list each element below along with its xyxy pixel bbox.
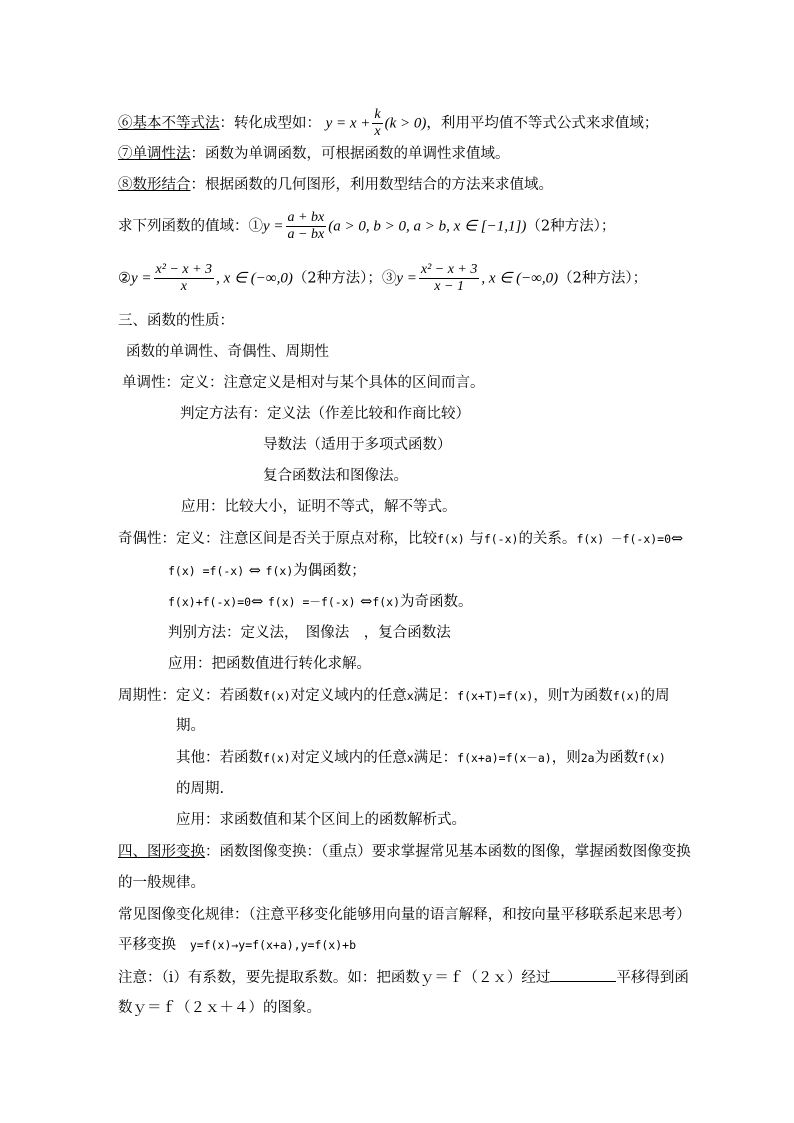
fraction-denominator: x − 1 <box>434 279 464 294</box>
periodicity-other-cont: 的周期. <box>176 781 225 797</box>
section-4-text: ：函数图像变换：（重点）要求掌握常见基本函数的图像，掌握函数图像变换 <box>205 844 691 860</box>
math-run: f(x) <box>437 532 465 546</box>
periodicity-definition-cont: 期。 <box>176 718 205 734</box>
fraction-1 <box>286 210 327 243</box>
fraction-numerator: k <box>374 107 381 122</box>
method-count: （2种方法）； <box>526 218 616 235</box>
math-run: f(x) =f(-x) <box>168 564 245 578</box>
method-6-line <box>118 107 658 140</box>
text-run: 注意：（ⅰ）有系数，要先提取系数。如：把函数ｙ＝ｆ（２ｘ）经过 <box>118 970 551 986</box>
monotonicity-methods: 判定方法有：定义法（作差比较和作商比较） <box>180 406 470 422</box>
math-run: f(x) <box>638 751 666 765</box>
fraction-numerator: x² − x + 3 <box>420 262 478 277</box>
odd-function-condition <box>168 592 473 612</box>
math-run: f(x+a)=f(x－a) <box>457 751 552 765</box>
method-count: （2种方法）；③ <box>292 270 397 287</box>
monotonicity-derivative: 导数法（适用于多项式函数） <box>263 437 452 453</box>
fraction-numerator: a + bx <box>287 210 325 225</box>
fraction-denominator: a − bx <box>287 227 325 242</box>
math-run: x <box>406 751 414 765</box>
formula-condition: (a > 0, b > 0, a > b, x ∈ [−1,1]) <box>328 218 527 235</box>
math-run: f(x) <box>265 564 294 578</box>
parity-application: 应用：把函数值进行转化求解。 <box>168 656 371 672</box>
formula-condition: , x ∈ (−∞,0) <box>216 270 293 287</box>
transform-rules: 常见图像变化规律：（注意平移变化能够用向量的语言解释，和按向量平移联系起来思考） <box>118 907 691 923</box>
text-run: 平移得到函 <box>616 970 689 986</box>
parity-judgement: 判别方法：定义法， 图像法 ，复合函数法 <box>168 625 451 641</box>
math-run: f(x) =－f(-x) <box>267 595 356 609</box>
method-count: （2种方法）； <box>558 270 648 287</box>
note-line <box>118 967 689 988</box>
math-run: f(x) <box>263 689 291 703</box>
math-run: f(-x) <box>483 532 519 546</box>
text-run: 为偶函数； <box>293 563 366 579</box>
text-run: 其他：若函数 <box>176 750 263 766</box>
formula-condition: (k > 0) <box>384 115 427 132</box>
math-run: x <box>406 689 414 703</box>
text-run: ，则 <box>551 750 581 766</box>
method-7-line <box>118 144 510 164</box>
text-run: 为函数 <box>594 750 639 766</box>
math-run: f(x) <box>372 595 400 609</box>
monotonicity-composite: 复合函数法和图像法。 <box>263 468 408 484</box>
method-6-intro: ：转化成型如： <box>219 115 321 132</box>
answer-blank <box>550 967 616 982</box>
formula-part: y = <box>131 270 152 287</box>
translation-transform <box>118 935 356 955</box>
section-4-cont: 的一般规律。 <box>118 875 205 891</box>
text-run: 与 <box>469 531 484 547</box>
fraction-numerator: x² − x + 3 <box>155 262 213 277</box>
iff-symbol: ⇔ <box>360 594 373 610</box>
formula-part: y = <box>263 218 284 235</box>
text-run: 平移变换 <box>118 937 176 953</box>
math-run: T <box>562 689 570 703</box>
section-4-heading <box>118 842 691 862</box>
even-function-condition <box>168 561 366 581</box>
note-line-cont: 数ｙ＝ｆ（２ｘ＋４）的图象。 <box>118 1000 321 1016</box>
method-7-label: ⑦单调性法 <box>118 146 191 162</box>
iff-symbol: ⇔ <box>671 531 684 547</box>
formula-condition: , x ∈ (−∞,0) <box>481 270 559 287</box>
math-run: f(x+T)=f(x) <box>457 689 534 703</box>
section-3-heading: 三、函数的性质： <box>118 313 234 329</box>
text-run: 对定义域内的任意 <box>290 688 407 704</box>
math-run: f(x)+f(-x)=0 <box>168 595 252 609</box>
exercise-2-marker: ② <box>118 270 131 287</box>
fraction-2 <box>154 262 215 295</box>
fraction-3 <box>419 262 480 295</box>
method-8-label: ⑧数形结合 <box>118 177 191 193</box>
text-run: 为函数 <box>569 688 613 704</box>
periodicity-definition <box>118 686 669 706</box>
fraction-k-over-x <box>372 107 382 140</box>
text-run: 的周 <box>640 688 670 704</box>
text-run: 对定义域内的任意 <box>290 750 407 766</box>
method-8-line <box>118 175 553 195</box>
monotonicity-application: 应用：比较大小，证明不等式，解不等式。 <box>181 499 457 515</box>
text-run: 满足： <box>413 750 458 766</box>
method-7-desc: ：函数为单调函数，可根据函数的单调性求值域。 <box>190 146 510 162</box>
properties-subtitle: 函数的单调性、奇偶性、周期性 <box>126 344 329 360</box>
method-6-desc: ，利用平均值不等式公式来求值域； <box>426 115 659 132</box>
monotonicity-definition: 单调性：定义：注意定义是相对与某个具体的区间而言。 <box>122 375 485 391</box>
formula-part: y = <box>396 270 417 287</box>
formula-part: y = x + <box>325 115 371 132</box>
text-run: 为奇函数。 <box>400 594 473 610</box>
fraction-denominator: x <box>374 124 381 139</box>
math-run: f(x) －f(-x)=0 <box>576 532 672 546</box>
section-4-label: 四、图形变换 <box>118 844 205 860</box>
fraction-denominator: x <box>180 279 187 294</box>
method-6-label: ⑥基本不等式法 <box>118 115 220 132</box>
periodicity-other <box>176 748 666 768</box>
parity-definition <box>118 529 683 549</box>
text-run: 奇偶性：定义：注意区间是否关于原点对称，比较 <box>118 531 437 547</box>
math-run: y=f(x)→y=f(x+a),y=f(x)+b <box>189 938 356 952</box>
math-run: 2a <box>580 751 595 765</box>
text-run: 周期性：定义：若函数 <box>118 688 263 704</box>
math-run: f(x) <box>263 751 291 765</box>
periodicity-application: 应用：求函数值和某个区间上的函数解析式。 <box>176 812 466 828</box>
iff-symbol: ⇔ <box>251 594 264 610</box>
exercise-1-line <box>118 210 615 243</box>
text-run: ，则 <box>533 688 563 704</box>
text-run: 的关系。 <box>518 531 577 547</box>
text-run: 满足： <box>413 688 458 704</box>
exercise-2-3-line <box>118 262 647 295</box>
exercise-intro: 求下列函数的值域：① <box>118 218 263 235</box>
math-run: f(x) <box>612 689 641 703</box>
iff-symbol: ⇔ <box>248 563 261 579</box>
method-8-desc: ：根据函数的几何图形，利用数型结合的方法来求值域。 <box>190 177 553 193</box>
